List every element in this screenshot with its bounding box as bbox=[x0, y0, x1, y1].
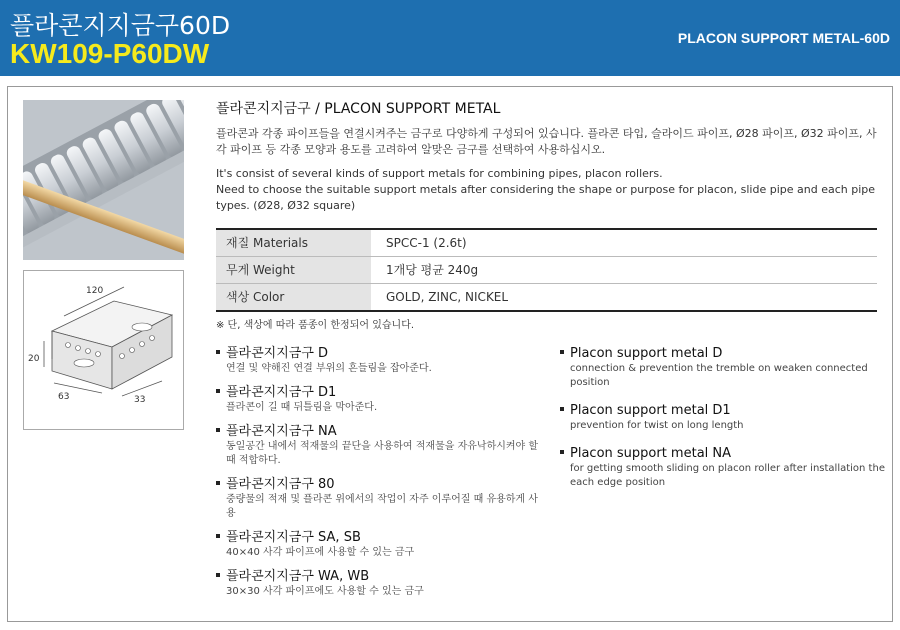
list-item bbox=[216, 529, 546, 560]
spec-value: SPCC-1 (2.6t) bbox=[386, 236, 467, 250]
list-item bbox=[560, 345, 885, 390]
item-desc: 중량물의 적재 및 플라콘 위에서의 작업이 자주 이루어질 때 유용하게 사용 bbox=[226, 494, 538, 519]
spec-value: 1개당 평균 240g bbox=[386, 263, 479, 277]
header-banner bbox=[0, 0, 900, 76]
list-item bbox=[560, 445, 885, 490]
item-desc: 연결 및 약해진 연결 부위의 흔들림을 잡아준다. bbox=[226, 363, 432, 374]
dim-120-label: 120 bbox=[86, 286, 104, 296]
spec-value: GOLD, ZINC, NICKEL bbox=[386, 290, 509, 304]
item-list-kr bbox=[216, 345, 546, 607]
item-desc: 30×30 사각 파이프에도 사용할 수 있는 금구 bbox=[226, 586, 424, 597]
bullet-icon bbox=[560, 407, 564, 411]
product-photo bbox=[23, 100, 184, 260]
item-title: Placon support metal D1 bbox=[570, 403, 731, 418]
list-item bbox=[216, 568, 546, 599]
bullet-icon bbox=[560, 450, 564, 454]
spec-row bbox=[216, 284, 877, 312]
list-item bbox=[216, 423, 546, 468]
dim-20-label: 20 bbox=[28, 354, 40, 364]
description-kr: 플라콘과 각종 파이프들을 연결시켜주는 금구로 다양하게 구성되어 있습니다. 플라콘 타입, 슬라이드 파이프, Ø28 파이프, Ø32 파이프, 사각 파이프 등 각종 모양과 용도를 고려하여 알맞은 금구를 선택하여 사용하십시오. bbox=[216, 127, 877, 156]
bracket-drawing-illustration bbox=[24, 271, 183, 429]
dimension-drawing bbox=[23, 270, 184, 430]
list-item bbox=[216, 476, 546, 521]
item-title: Placon support metal NA bbox=[570, 446, 732, 461]
item-desc: for getting smooth sliding on placon roller after installation the each edge position bbox=[570, 463, 885, 488]
list-item bbox=[216, 384, 546, 415]
spec-label: 무게 Weight bbox=[216, 257, 371, 283]
list-item bbox=[560, 402, 885, 433]
list-item bbox=[216, 345, 546, 376]
spec-label: 재질 Materials bbox=[216, 230, 371, 256]
bullet-icon bbox=[560, 350, 564, 354]
model-code: KW109-P60DW bbox=[10, 38, 210, 69]
bullet-icon bbox=[216, 428, 220, 432]
description-en-1: It's consist of several kinds of support metals for combining pipes, placon rollers. bbox=[216, 167, 663, 180]
color-note: ※ 단, 색상에 따라 품종이 한정되어 있습니다. bbox=[216, 320, 415, 331]
item-title: 플라콘지지금구 WA, WB bbox=[226, 569, 370, 584]
dim-33-label: 33 bbox=[134, 395, 146, 405]
item-title: 플라콘지지금구 NA bbox=[226, 424, 337, 439]
roller-photo-illustration bbox=[23, 100, 184, 260]
spec-label: 색상 Color bbox=[216, 284, 371, 310]
product-title-kr: 플라콘지지금구60D bbox=[10, 11, 231, 40]
description-en-2: Need to choose the suitable support metals after considering the shape or purpose for placon, slide pipe and each pipe types. (Ø28, Ø32 square) bbox=[216, 183, 876, 212]
bullet-icon bbox=[216, 350, 220, 354]
item-title: 플라콘지지금구 80 bbox=[226, 477, 335, 492]
item-desc: 동일공간 내에서 적재물의 끝단을 사용하여 적재물을 자유낙하시켜야 할 때 적합하다. bbox=[226, 441, 539, 466]
dim-63-label: 63 bbox=[58, 392, 70, 402]
bullet-icon bbox=[216, 534, 220, 538]
item-desc: connection & prevention the tremble on weaken connected position bbox=[570, 363, 868, 388]
product-title-en: PLACON SUPPORT METAL-60D bbox=[677, 30, 890, 46]
item-title: 플라콘지지금구 D1 bbox=[226, 385, 337, 400]
item-desc: 40×40 사각 파이프에 사용할 수 있는 금구 bbox=[226, 547, 415, 558]
item-desc: prevention for twist on long length bbox=[570, 420, 744, 431]
spec-row bbox=[216, 230, 877, 257]
item-title: 플라콘지지금구 SA, SB bbox=[226, 530, 361, 545]
item-title: 플라콘지지금구 D bbox=[226, 346, 329, 361]
section-title: 플라콘지지금구 / PLACON SUPPORT METAL bbox=[216, 101, 501, 117]
intro-section bbox=[216, 96, 881, 222]
item-list-en bbox=[560, 345, 885, 502]
bullet-icon bbox=[216, 389, 220, 393]
spec-table bbox=[216, 228, 877, 312]
bullet-icon bbox=[216, 573, 220, 577]
spec-row bbox=[216, 257, 877, 284]
bullet-icon bbox=[216, 481, 220, 485]
item-desc: 플라콘이 길 때 뒤틀림을 막아준다. bbox=[226, 402, 378, 413]
item-title: Placon support metal D bbox=[570, 346, 723, 361]
